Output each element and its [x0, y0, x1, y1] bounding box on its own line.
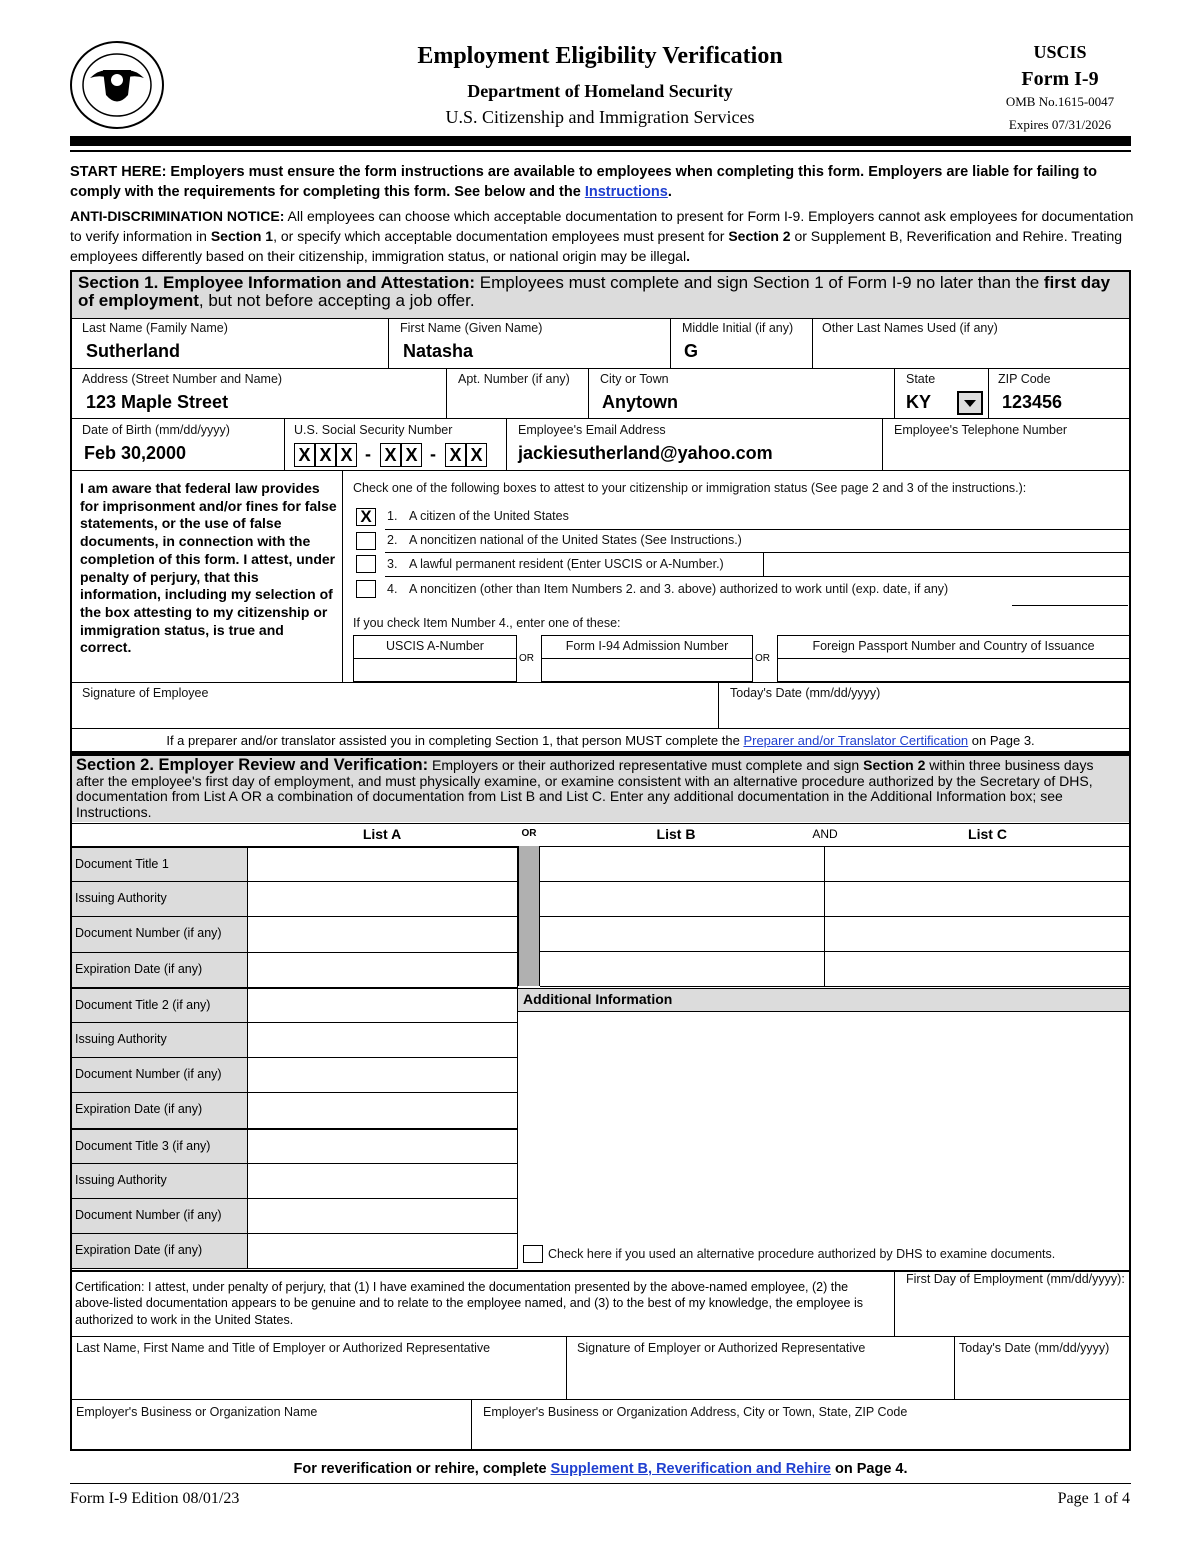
employee-signature-field[interactable] — [80, 702, 710, 724]
doc-row-label-cell — [72, 1057, 248, 1092]
apt-label: Apt. Number (if any) — [458, 372, 570, 386]
permanent-resident-checkbox[interactable] — [356, 555, 376, 573]
address-field[interactable]: 123 Maple Street — [86, 392, 229, 412]
doc-row-label-cell — [72, 987, 248, 1022]
email-field[interactable]: jackiesutherland@yahoo.com — [518, 443, 773, 463]
omb-number: OMB No.1615-0047 — [1005, 94, 1115, 109]
noncitizen-national-checkbox[interactable] — [356, 532, 376, 550]
employer-name-field[interactable] — [76, 1360, 560, 1394]
middle-initial-label: Middle Initial (if any) — [682, 321, 794, 335]
middle-initial-field[interactable]: G — [684, 341, 699, 361]
doc-row-label-cell — [72, 1092, 248, 1128]
doc-row-label-cell — [72, 1198, 248, 1233]
ssn-separator: - — [430, 444, 436, 464]
ssn-digit: X — [401, 443, 422, 467]
list-b-header: List B — [656, 826, 696, 842]
department-name: Department of Homeland Security — [467, 81, 733, 101]
zip-label: ZIP Code — [998, 372, 1051, 386]
last-name-label: Last Name (Family Name) — [82, 321, 228, 335]
first-name-field[interactable]: Natasha — [403, 341, 474, 361]
employee-signature-label: Signature of Employee — [82, 686, 209, 700]
form-id: Form I-9 — [1021, 68, 1099, 90]
footer-rule — [70, 1483, 1131, 1484]
city-field[interactable]: Anytown — [602, 392, 678, 412]
list-c-fields[interactable] — [826, 848, 1128, 984]
doc-row-label-cell — [72, 1233, 248, 1268]
doc-row-label: Issuing Authority — [75, 1032, 167, 1046]
first-day-label: First Day of Employment (mm/dd/yyyy): — [906, 1272, 1125, 1286]
a-number-field[interactable] — [766, 554, 1126, 574]
or-label: OR — [755, 653, 770, 664]
list-or-label: OR — [521, 828, 537, 839]
list-a-field[interactable] — [248, 916, 518, 952]
page-number: Page 1 of 4 — [1057, 1490, 1130, 1507]
header-rule — [70, 136, 1131, 146]
employer-date-field[interactable] — [959, 1360, 1125, 1394]
doc-row-label-cell — [72, 1022, 248, 1057]
first-name-label: First Name (Given Name) — [400, 321, 543, 335]
ssn-label: U.S. Social Security Number — [294, 423, 453, 437]
list-a-field[interactable] — [248, 1022, 518, 1057]
reverification-note: For reverification or rehire, complete Supplement B, Reverification and Rehire on Page 4. — [293, 1461, 908, 1477]
employee-date-label: Today's Date (mm/dd/yyyy) — [730, 686, 881, 700]
option-number: 2. — [387, 533, 398, 547]
phone-label: Employee's Telephone Number — [894, 423, 1068, 437]
employer-name-label: Last Name, First Name and Title of Employer or Authorized Representative — [76, 1341, 491, 1355]
doc-row-label-cell — [72, 846, 248, 881]
attestation-statement: I am aware that federal law provides for imprisonment and/or fines for false statements, or the use of false documents, in connection with the completion of this form. I attest, under penalty of perjury, that this information, including my selection of the box attesting to my citizenship or immigration status, is true and correct. — [80, 480, 337, 656]
doc-row-label-cell — [72, 881, 248, 916]
business-name-label: Employer's Business or Organization Name — [76, 1405, 318, 1419]
list-a-field[interactable] — [248, 1198, 518, 1233]
employee-date-field[interactable] — [730, 702, 1120, 724]
certification-text: Certification: I attest, under penalty of perjury, that (1) I have examined the documentation presented by the above-named employee, (2) the above-listed documentation appears to be genuine and to relate to the employee named, and (3) to the best of my knowledge, the employee is authorized to work in the United States. — [75, 1280, 864, 1327]
list-a-field[interactable] — [248, 1233, 518, 1268]
last-name-field[interactable]: Sutherland — [86, 341, 181, 361]
doc-row-label-cell — [72, 1128, 248, 1163]
additional-info-header: Additional Information — [518, 988, 1129, 1012]
noncitizen-authorized-checkbox[interactable] — [356, 580, 376, 598]
ssn-digit: X — [466, 443, 487, 467]
apt-field[interactable] — [452, 392, 582, 414]
doc-row-label: Document Title 2 (if any) — [75, 998, 211, 1012]
dob-label: Date of Birth (mm/dd/yyyy) — [82, 423, 230, 437]
doc-row-label: Document Number (if any) — [75, 1067, 222, 1081]
uscis-a-number-label: USCIS A-Number — [386, 639, 484, 653]
ssn-digit: X — [445, 443, 466, 467]
city-label: City or Town — [600, 372, 669, 386]
ssn-digit: X — [315, 443, 336, 467]
ssn-digit: X — [294, 443, 315, 467]
section1-header: Section 1. Employee Information and Attestation: Employees must complete and sign Section 1 of Form I-9 no later than the first day of employment, but not before accepting a job offer. — [72, 272, 1129, 318]
doc-row-label: Document Title 3 (if any) — [75, 1139, 211, 1153]
option-citizen-label: A citizen of the United States — [409, 509, 569, 523]
list-a-field[interactable] — [248, 881, 518, 916]
doc-row-label: Expiration Date (if any) — [75, 1243, 203, 1257]
business-name-field[interactable] — [76, 1423, 466, 1447]
expiration-date: Expires 07/31/2026 — [1008, 117, 1112, 132]
state-label: State — [906, 372, 936, 386]
list-a-field[interactable] — [248, 1128, 518, 1163]
address-label: Address (Street Number and Name) — [82, 372, 283, 386]
list-and-label: AND — [812, 827, 838, 841]
check-mark-icon: X — [360, 507, 372, 526]
uscis-a-number-field[interactable] — [355, 660, 515, 680]
ssn-digit: X — [336, 443, 357, 467]
option-number: 1. — [387, 509, 398, 523]
anti-discrimination-notice: ANTI-DISCRIMINATION NOTICE: All employees can choose which acceptable documentation to present for Form I-9. Employers cannot ask employees for documentation to verify information in Section 1, or specify which acceptable documentation employees must present for Section 2 or Supplement B, Reverification and Rehire. Treating employees differently based on their citizenship, immigration status, or national origin may be illegal. — [70, 208, 1134, 264]
alternative-procedure-label: Check here if you used an alternative procedure authorized by DHS to examine documents. — [548, 1247, 1056, 1261]
option-number: 3. — [387, 557, 398, 571]
preparer-note: If a preparer and/or translator assisted you in completing Section 1, that person MUST complete the Preparer and/or Translator Certification on Page 3. — [166, 733, 1035, 748]
employer-signature-field[interactable] — [577, 1360, 947, 1394]
passport-field[interactable] — [779, 660, 1128, 680]
list-b-fields[interactable] — [542, 848, 822, 984]
doc-row-label-cell — [72, 952, 248, 987]
doc-row-label: Document Title 1 — [75, 857, 169, 871]
business-address-label: Employer's Business or Organization Address, City or Town, State, ZIP Code — [483, 1405, 908, 1419]
list-a-field[interactable] — [248, 846, 518, 881]
start-here-notice: START HERE: Employers must ensure the form instructions are available to employees when completing this form. Employers are liable for failing to comply with the requirements for completing this form. See below and the Instructions. — [70, 164, 1098, 200]
or-divider — [518, 846, 540, 986]
passport-label: Foreign Passport Number and Country of Issuance — [812, 639, 1095, 653]
business-address-field[interactable] — [483, 1423, 1123, 1447]
section2-header: Section 2. Employer Review and Verification: Employers or their authorized representative must complete and sign Section 2 within three business days after the employee's first day of employment, and must physically examine, or examine consistent with an alternative procedure authorized by the Secretary of DHS, documentation from List A OR a combination of documentation from List B and List C. Enter any additional documentation in the Additional Information box; see Instructions. — [72, 756, 1129, 822]
doc-row-label: Document Number (if any) — [75, 926, 222, 940]
item4-instruction: If you check Item Number 4., enter one of these: — [353, 616, 621, 630]
ssn-field[interactable] — [294, 443, 498, 467]
form-title: Employment Eligibility Verification — [417, 43, 783, 69]
agency-name: U.S. Citizenship and Immigration Services — [445, 107, 755, 127]
other-names-field[interactable] — [822, 340, 1122, 364]
dob-field[interactable]: Feb 30,2000 — [84, 443, 187, 463]
state-dropdown-button[interactable] — [957, 391, 983, 415]
form-edition: Form I-9 Edition 08/01/23 — [70, 1490, 240, 1507]
list-c-header: List C — [968, 826, 1007, 842]
uscis-label: USCIS — [1033, 42, 1087, 62]
doc-row-label: Expiration Date (if any) — [75, 962, 203, 976]
or-label: OR — [519, 653, 534, 664]
option-number: 4. — [387, 582, 398, 596]
first-day-field[interactable] — [906, 1306, 1124, 1330]
option-noncitizen-national-label: A noncitizen national of the United States (See Instructions.) — [409, 533, 742, 547]
exp-date-field[interactable] — [1012, 586, 1128, 606]
employer-signature-label: Signature of Employer or Authorized Representative — [577, 1341, 866, 1355]
doc-row-label: Issuing Authority — [75, 891, 167, 905]
zip-field[interactable]: 123456 — [1002, 392, 1063, 412]
citizen-checkbox[interactable] — [356, 508, 376, 526]
option-noncitizen-authorized-label: A noncitizen (other than Item Numbers 2. and 3. above) authorized to work until (exp. date, if any) — [409, 582, 949, 596]
state-select[interactable]: KY — [906, 392, 932, 412]
alternative-procedure-checkbox[interactable] — [523, 1245, 543, 1263]
ssn-digit: X — [380, 443, 401, 467]
list-a-header: List A — [362, 826, 402, 842]
doc-row-label-cell — [72, 916, 248, 952]
additional-info-field[interactable] — [520, 1014, 1127, 1239]
check-one-instruction: Check one of the following boxes to attest to your citizenship or immigration status (See page 2 and 3 of the instructions.): — [353, 481, 1027, 495]
supplement-b-link[interactable]: Supplement B, Reverification and Rehire — [550, 1461, 831, 1477]
list-a-field[interactable] — [248, 952, 518, 987]
header-rule-thin — [70, 150, 1131, 152]
ssn-separator: - — [365, 444, 371, 464]
instructions-link[interactable]: Instructions — [584, 184, 668, 200]
dhs-seal — [68, 40, 166, 130]
list-a-field[interactable] — [248, 987, 518, 1022]
doc-row-label: Expiration Date (if any) — [75, 1102, 203, 1116]
i94-number-field[interactable] — [543, 660, 751, 680]
phone-field[interactable] — [894, 442, 1124, 466]
doc-row-label: Document Number (if any) — [75, 1208, 222, 1222]
option-permanent-resident-label: A lawful permanent resident (Enter USCIS or A-Number.) — [409, 557, 724, 571]
preparer-certification-link[interactable]: Preparer and/or Translator Certification — [743, 733, 969, 748]
email-label: Employee's Email Address — [518, 423, 666, 437]
employer-date-label: Today's Date (mm/dd/yyyy) — [959, 1341, 1110, 1355]
doc-row-label-cell — [72, 1163, 248, 1198]
list-a-field[interactable] — [248, 1163, 518, 1198]
doc-row-label: Issuing Authority — [75, 1173, 167, 1187]
chevron-down-icon — [959, 393, 981, 413]
i94-number-label: Form I-94 Admission Number — [565, 639, 729, 653]
other-names-label: Other Last Names Used (if any) — [822, 321, 998, 335]
list-a-field[interactable] — [248, 1057, 518, 1092]
list-a-field[interactable] — [248, 1092, 518, 1128]
